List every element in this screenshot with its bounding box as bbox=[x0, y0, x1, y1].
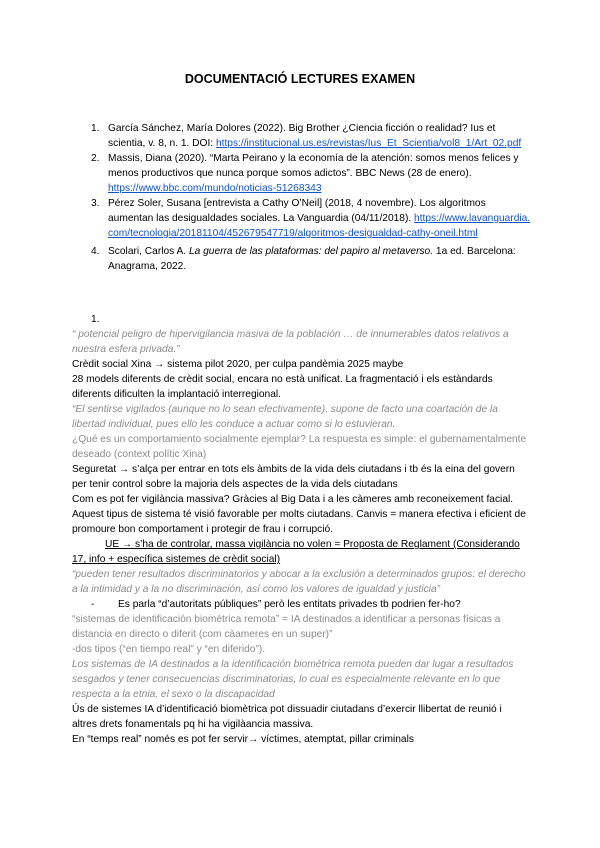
note-paragraph: 28 models diferents de crèdit social, encara no està unificat. La fragmentació i els estàndards diferents dificulten la implantació interregional. bbox=[72, 374, 493, 400]
reference-item bbox=[91, 151, 531, 196]
notes-body bbox=[72, 312, 528, 747]
grey-paragraph: “sistemas de identificación biométrica remota” = IA destinados a identificar a personas físicas a distancia en directo o diferit (com càameres en un super)” bbox=[72, 614, 501, 640]
reference-text: Pérez Soler, Susana [entrevista a Cathy O’Neil] (2018, 4 novembre). Los algoritmos aumentan las desigualdades sociales. La Vanguardia (04/11/2018). bbox=[108, 198, 486, 224]
section-number: 1. bbox=[91, 314, 100, 325]
note-paragraph: Seguretat → s’alça per entrar en tots els àmbits de la vida dels ciutadans i tb és la eina del govern per tenir control sobre la majoria dels aspectes de la vida dels ciutadans bbox=[72, 464, 515, 490]
list-number: 4. bbox=[91, 246, 100, 257]
reference-link[interactable]: https://www.bbc.com/mundo/noticias-51268343 bbox=[108, 183, 322, 194]
reference-book-title: La guerra de las plataformas: del papiro al metaverso. bbox=[188, 246, 434, 257]
list-number: 1. bbox=[91, 123, 100, 134]
note-paragraph: Com es pot fer vigilància massiva? Gràcies al Big Data i a les càmeres amb reconeixement facial. bbox=[72, 494, 514, 505]
dash-bullet: - bbox=[91, 599, 95, 610]
reference-publisher: 1a ed. Barcelona: Anagrama, 2022. bbox=[108, 246, 516, 272]
quote-paragraph: “El sentirse vigilados (aunque no lo sean efectivamente), supone de facto una coartación de la libertad individual, pues ello les conduce a actuar como si lo estuvieran. bbox=[72, 404, 498, 430]
reference-item bbox=[91, 244, 531, 274]
note-paragraph: Aquest tipus de sistema té visió favorable per molts ciutadans. Canvis = manera efectiva i eficient de promoure bon comportament i protegir de frau i corrupció. bbox=[72, 509, 526, 535]
document-title: DOCUMENTACIÓ LECTURES EXAMEN bbox=[184, 72, 416, 86]
note-paragraph: Ús de sistemes IA d’identificació biomètrica pot dissuadir ciutadans d’exercir llibertat de reunió i altres drets fonamentals pq hi ha vigilàancia massiva. bbox=[72, 704, 502, 730]
reference-item bbox=[91, 196, 531, 241]
note-paragraph: Crèdit social Xina → sistema pilot 2020, per culpa pandèmia 2025 maybe bbox=[72, 359, 404, 370]
reference-link[interactable]: https://institucional.us.es/revistas/Ius_Et_Scientia/vol8_1/Art_02.pdf bbox=[215, 138, 522, 149]
reference-author: Scolari, Carlos A. bbox=[108, 246, 187, 257]
bullet-text: Es parla “d’autoritats públiques” però les entitats privades tb podrien fer-ho? bbox=[118, 599, 461, 610]
reference-link[interactable]: https://www.lavanguardia.com/tecnologia/20181104/452679547719/algoritmos-desigualdad-cathy-oneil.html bbox=[108, 213, 531, 239]
reference-list bbox=[91, 121, 531, 274]
underlined-paragraph: UE → s’ha de controlar, massa vigilància no volen = Proposta de Reglament (Considerando 17, info + específica sistemes de crèdit social) bbox=[72, 539, 520, 565]
note-paragraph: En “temps real” només es pot fer servir→ víctimes, atemptat, pillar criminals bbox=[72, 734, 414, 745]
quote-paragraph: “ potencial peligro de hipervigilancia masiva de la población … de innumerables datos relativos a nuestra esfera privada.” bbox=[72, 329, 509, 355]
reference-item bbox=[91, 121, 531, 151]
reference-text: García Sánchez, María Dolores (2022). Big Brother ¿Ciencia ficción o realidad? Ius et scientia, v. 8, n. 1. DOI: bbox=[108, 123, 496, 149]
quote-paragraph: Los sistemas de IA destinados a la identificación biométrica remota pueden dar lugar a resultados sesgados y tener consecuencias discriminatorias, lo cual es especialmente relevante en lo que respecta a la etnia, el sexo o la discapacidad bbox=[72, 659, 514, 700]
reference-text: Massis, Diana (2020). “Marta Peirano y la economía de la atención: somos menos felices y menos productivos que nunca porque somos adictos”. BBC News (28 de enero). bbox=[108, 153, 519, 179]
grey-paragraph: ¿Qué es un comportamiento socialmente ejemplar? La respuesta es simple: el gubernamentalmente deseado (context polític Xina) bbox=[72, 434, 527, 460]
grey-paragraph: -dos tipos (“en tiempo real” y “en diferido”). bbox=[72, 644, 266, 655]
quote-paragraph: “pueden tener resultados discriminatorios y abocar a la exclusión a determinados grupos: el derecho a la intimidad y a la no discriminación, así como los valores de igualdad y justicia” bbox=[72, 569, 526, 595]
list-number: 2. bbox=[91, 153, 100, 164]
bullet-item bbox=[72, 597, 528, 612]
list-number: 3. bbox=[91, 198, 100, 209]
